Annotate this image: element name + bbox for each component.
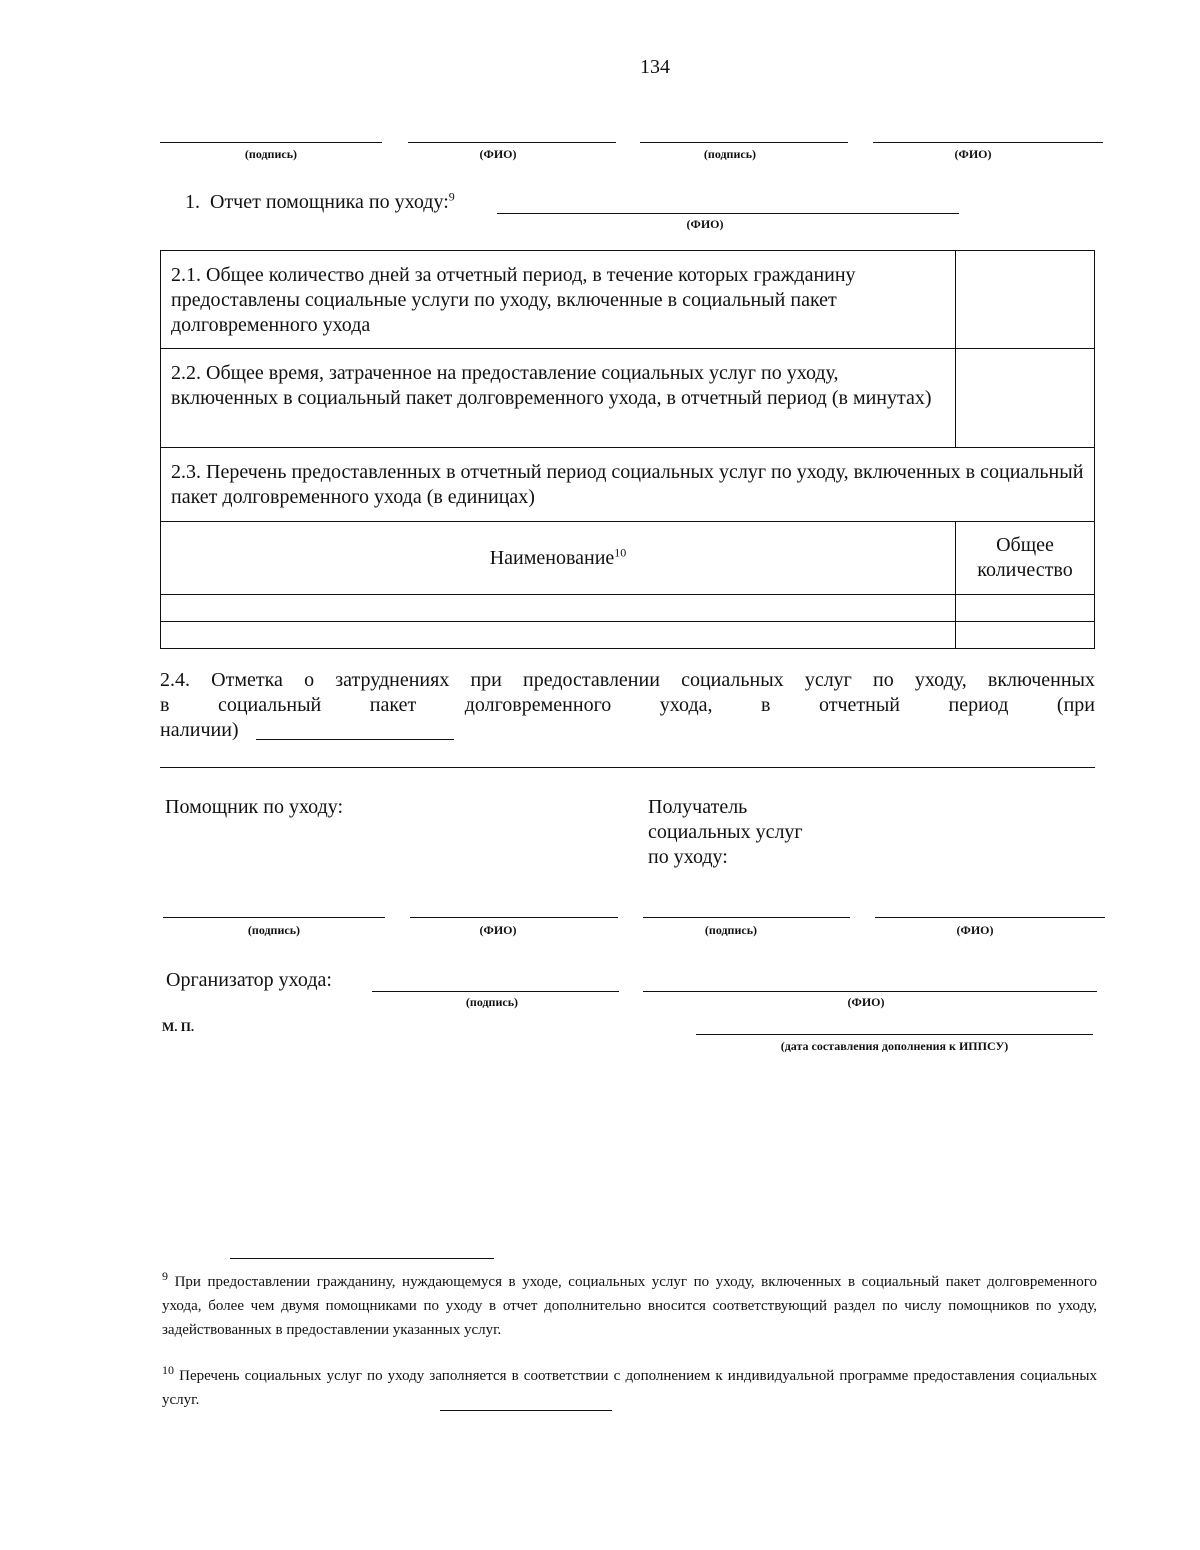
footnote-ref-10: 10 xyxy=(614,544,627,559)
section-2-4-line3: наличии) xyxy=(160,719,239,741)
footnote-10-line[interactable] xyxy=(440,1410,612,1411)
col-header-quantity xyxy=(956,522,1095,595)
col-header-name-text: Наименование xyxy=(489,546,615,569)
fio-line[interactable] xyxy=(873,142,1103,143)
difficulties-line-full[interactable] xyxy=(160,767,1095,768)
organizer-label: Организатор ухода: xyxy=(166,969,332,991)
service-name-cell[interactable] xyxy=(161,622,956,649)
page-number: 134 xyxy=(640,56,670,78)
footnote-9-text: При предоставлении гражданину, нуждающемуся в уходе, социальных услуг по уходу, включенных в социальный пакет долговременного ухода, более чем двумя помощниками по уходу в отчет дополнительно вносится соответствующий раздел по числу помощников по уходу, задействованных в предоставлении указанных услуг. xyxy=(162,1274,1097,1338)
footnote-ref-9: 9 xyxy=(448,189,455,204)
footnote-10 xyxy=(162,1364,1097,1412)
assistant-fio-line[interactable] xyxy=(497,213,959,214)
recipient-label-line2: социальных услуг xyxy=(648,821,803,843)
fio-caption: (ФИО) xyxy=(956,923,994,937)
col-header-quantity-line2: количество xyxy=(977,559,1073,581)
organizer-signature-line[interactable] xyxy=(372,991,619,992)
section-1-title: Отчет помощника по уходу: xyxy=(210,191,449,213)
row-2-1-value-cell[interactable] xyxy=(956,251,1095,349)
signature-caption: (подпись) xyxy=(247,923,301,937)
service-name-cell[interactable] xyxy=(161,595,956,622)
recipient-label-line1: Получатель xyxy=(648,796,748,818)
row-2-3-label: 2.3. Перечень предоставленных в отчетный период социальных услуг по уходу, включенных в социальный пакет долговременного ухода (в единицах) xyxy=(161,448,1095,522)
row-2-2-label: 2.2. Общее время, затраченное на предоставление социальных услуг по уходу, включенных в социальный пакет долговременного ухода, в отчетный период (в минутах) xyxy=(161,349,956,448)
fio-caption: (ФИО) xyxy=(954,147,992,161)
signature-caption: (подпись) xyxy=(244,147,298,161)
signature-line[interactable] xyxy=(640,142,848,143)
fio-line[interactable] xyxy=(408,142,616,143)
signature-line[interactable] xyxy=(643,917,850,918)
assistant-fio-caption: (ФИО) xyxy=(686,217,724,231)
section-2-4-line2: в социальный пакет долговременного ухода, в отчетный период (при xyxy=(160,694,1095,716)
stamp-placeholder: М. П. xyxy=(162,1019,195,1034)
date-caption: (дата составления дополнения к ИППСУ) xyxy=(780,1039,1009,1053)
footnote-9-number: 9 xyxy=(162,1269,168,1283)
service-quantity-cell[interactable] xyxy=(956,622,1095,649)
signature-caption: (подпись) xyxy=(703,147,757,161)
row-2-2-value-cell[interactable] xyxy=(956,349,1095,448)
section-1-heading xyxy=(185,190,455,215)
organizer-signature-caption: (подпись) xyxy=(465,995,519,1009)
recipient-label xyxy=(648,795,803,870)
signature-line[interactable] xyxy=(163,917,385,918)
signature-caption: (подпись) xyxy=(704,923,758,937)
report-table xyxy=(160,250,1095,649)
fio-caption: (ФИО) xyxy=(479,147,517,161)
row-2-1-label: 2.1. Общее количество дней за отчетный период, в течение которых гражданину предоставлены социальные услуги по уходу, включенные в социальный пакет долговременного ухода xyxy=(161,251,956,349)
section-2-4-line1: 2.4. Отметка о затруднениях при предоставлении социальных услуг по уходу, включенных xyxy=(160,669,1095,691)
fio-caption: (ФИО) xyxy=(479,923,517,937)
footnote-separator xyxy=(230,1258,494,1259)
assistant-label: Помощник по уходу: xyxy=(165,796,344,818)
organizer-fio-line[interactable] xyxy=(643,991,1097,992)
signature-line[interactable] xyxy=(160,142,382,143)
section-1-number: 1. xyxy=(185,191,200,213)
service-quantity-cell[interactable] xyxy=(956,595,1095,622)
recipient-label-line3: по уходу: xyxy=(648,846,728,868)
date-line[interactable] xyxy=(696,1034,1093,1035)
col-header-name xyxy=(161,522,956,595)
col-header-quantity-line1: Общее xyxy=(996,534,1054,556)
difficulties-line-short[interactable] xyxy=(256,739,454,740)
organizer-fio-caption: (ФИО) xyxy=(847,995,885,1009)
footnote-10-text: Перечень социальных услуг по уходу заполняется в соответствии с дополнением к индивидуальной программе предоставления социальных услуг. xyxy=(162,1368,1097,1408)
fio-line[interactable] xyxy=(875,917,1105,918)
fio-line[interactable] xyxy=(410,917,618,918)
footnote-10-number: 10 xyxy=(162,1363,174,1377)
footnote-9 xyxy=(162,1270,1097,1342)
